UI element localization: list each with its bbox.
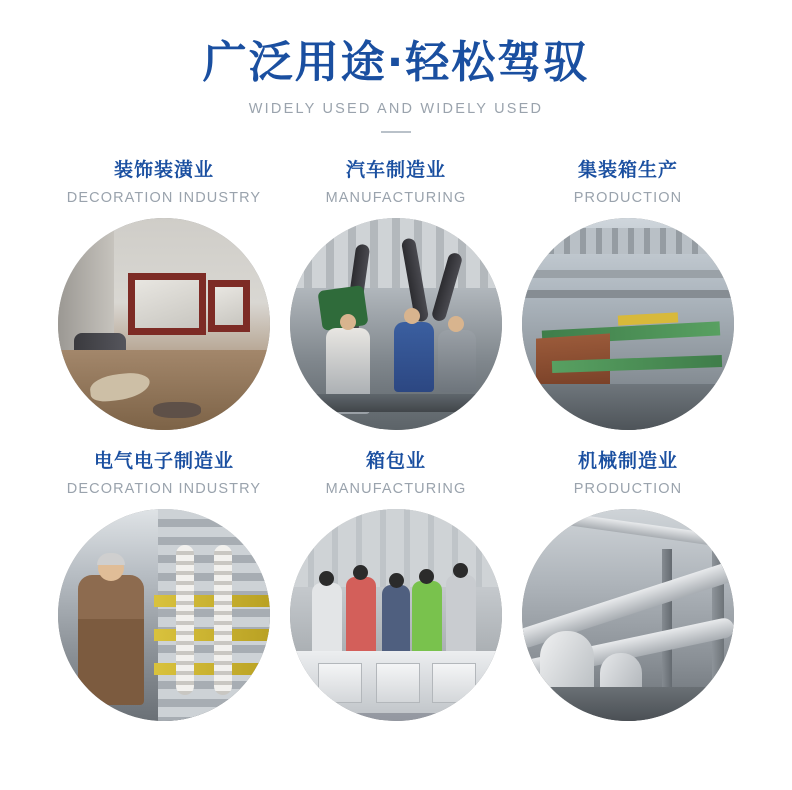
industry-cell-decoration bbox=[48, 155, 280, 430]
cell-title-en: MANUFACTURING bbox=[325, 481, 467, 498]
scene-assembly-line bbox=[290, 394, 502, 412]
scene-worker-hair bbox=[97, 553, 125, 565]
page-subtitle: WIDELY USED AND WIDELY USED bbox=[248, 101, 544, 118]
scene-worker bbox=[346, 577, 376, 659]
scene-product-box bbox=[432, 663, 476, 703]
cell-title-cn: 电气电子制造业 bbox=[93, 450, 234, 473]
scene-roof-truss bbox=[522, 228, 734, 254]
photo-scene bbox=[58, 509, 270, 721]
scene-yellow-bar bbox=[154, 595, 270, 607]
cell-title-en: PRODUCTION bbox=[573, 481, 683, 498]
cell-title-en: PRODUCTION bbox=[573, 190, 683, 207]
photo-container-production bbox=[522, 218, 734, 430]
scene-beam bbox=[522, 270, 734, 278]
cell-title-cn: 汽车制造业 bbox=[345, 159, 446, 182]
scene-worker bbox=[312, 583, 342, 655]
photo-machinery-manufacturing bbox=[522, 509, 734, 721]
scene-ceiling bbox=[290, 218, 502, 288]
scene-insulator bbox=[214, 545, 232, 695]
industry-cell-container bbox=[512, 155, 744, 430]
scene-pipe bbox=[562, 513, 734, 550]
cell-title-cn: 集装箱生产 bbox=[577, 159, 678, 182]
scene-product-box bbox=[318, 663, 362, 703]
scene-floor bbox=[522, 384, 734, 430]
industry-cell-automotive bbox=[280, 155, 512, 430]
industry-cell-machinery bbox=[512, 446, 744, 721]
photo-scene bbox=[58, 218, 270, 430]
photo-automotive-manufacturing bbox=[290, 218, 502, 430]
cell-title-en: MANUFACTURING bbox=[325, 190, 467, 207]
cell-title-cn: 箱包业 bbox=[365, 450, 426, 473]
scene-insulator bbox=[176, 545, 194, 695]
cell-title-cn: 装饰装潢业 bbox=[113, 159, 214, 182]
scene-product-box bbox=[376, 663, 420, 703]
scene-beam bbox=[522, 290, 734, 298]
industry-cell-electrical bbox=[48, 446, 280, 721]
page-header bbox=[0, 0, 792, 133]
scene-worker bbox=[446, 575, 476, 659]
scene-worker bbox=[412, 581, 442, 659]
photo-decoration-industry bbox=[58, 218, 270, 430]
photo-scene bbox=[522, 218, 734, 430]
cell-title-en: DECORATION INDUSTRY bbox=[66, 481, 262, 498]
scene-worker bbox=[438, 330, 476, 392]
scene-yellow-bar bbox=[154, 663, 270, 675]
photo-luggage-industry bbox=[290, 509, 502, 721]
cell-title-en: DECORATION INDUSTRY bbox=[66, 190, 262, 207]
scene-yellow-bar bbox=[154, 629, 270, 641]
photo-electrical-electronics bbox=[58, 509, 270, 721]
page-title: 广泛用途·轻松驾驭 bbox=[202, 37, 590, 88]
scene-worker bbox=[382, 585, 410, 655]
scene-worker bbox=[78, 575, 144, 705]
scene-window bbox=[208, 280, 250, 332]
cell-title-cn: 机械制造业 bbox=[577, 450, 678, 473]
industry-grid bbox=[0, 155, 792, 721]
photo-scene bbox=[290, 218, 502, 430]
title-divider bbox=[381, 131, 411, 133]
scene-floor bbox=[522, 687, 734, 721]
photo-scene bbox=[522, 509, 734, 721]
scene-worker bbox=[394, 322, 434, 392]
photo-scene bbox=[290, 509, 502, 721]
scene-debris bbox=[153, 402, 201, 418]
scene-window bbox=[128, 273, 206, 335]
industry-cell-luggage bbox=[280, 446, 512, 721]
